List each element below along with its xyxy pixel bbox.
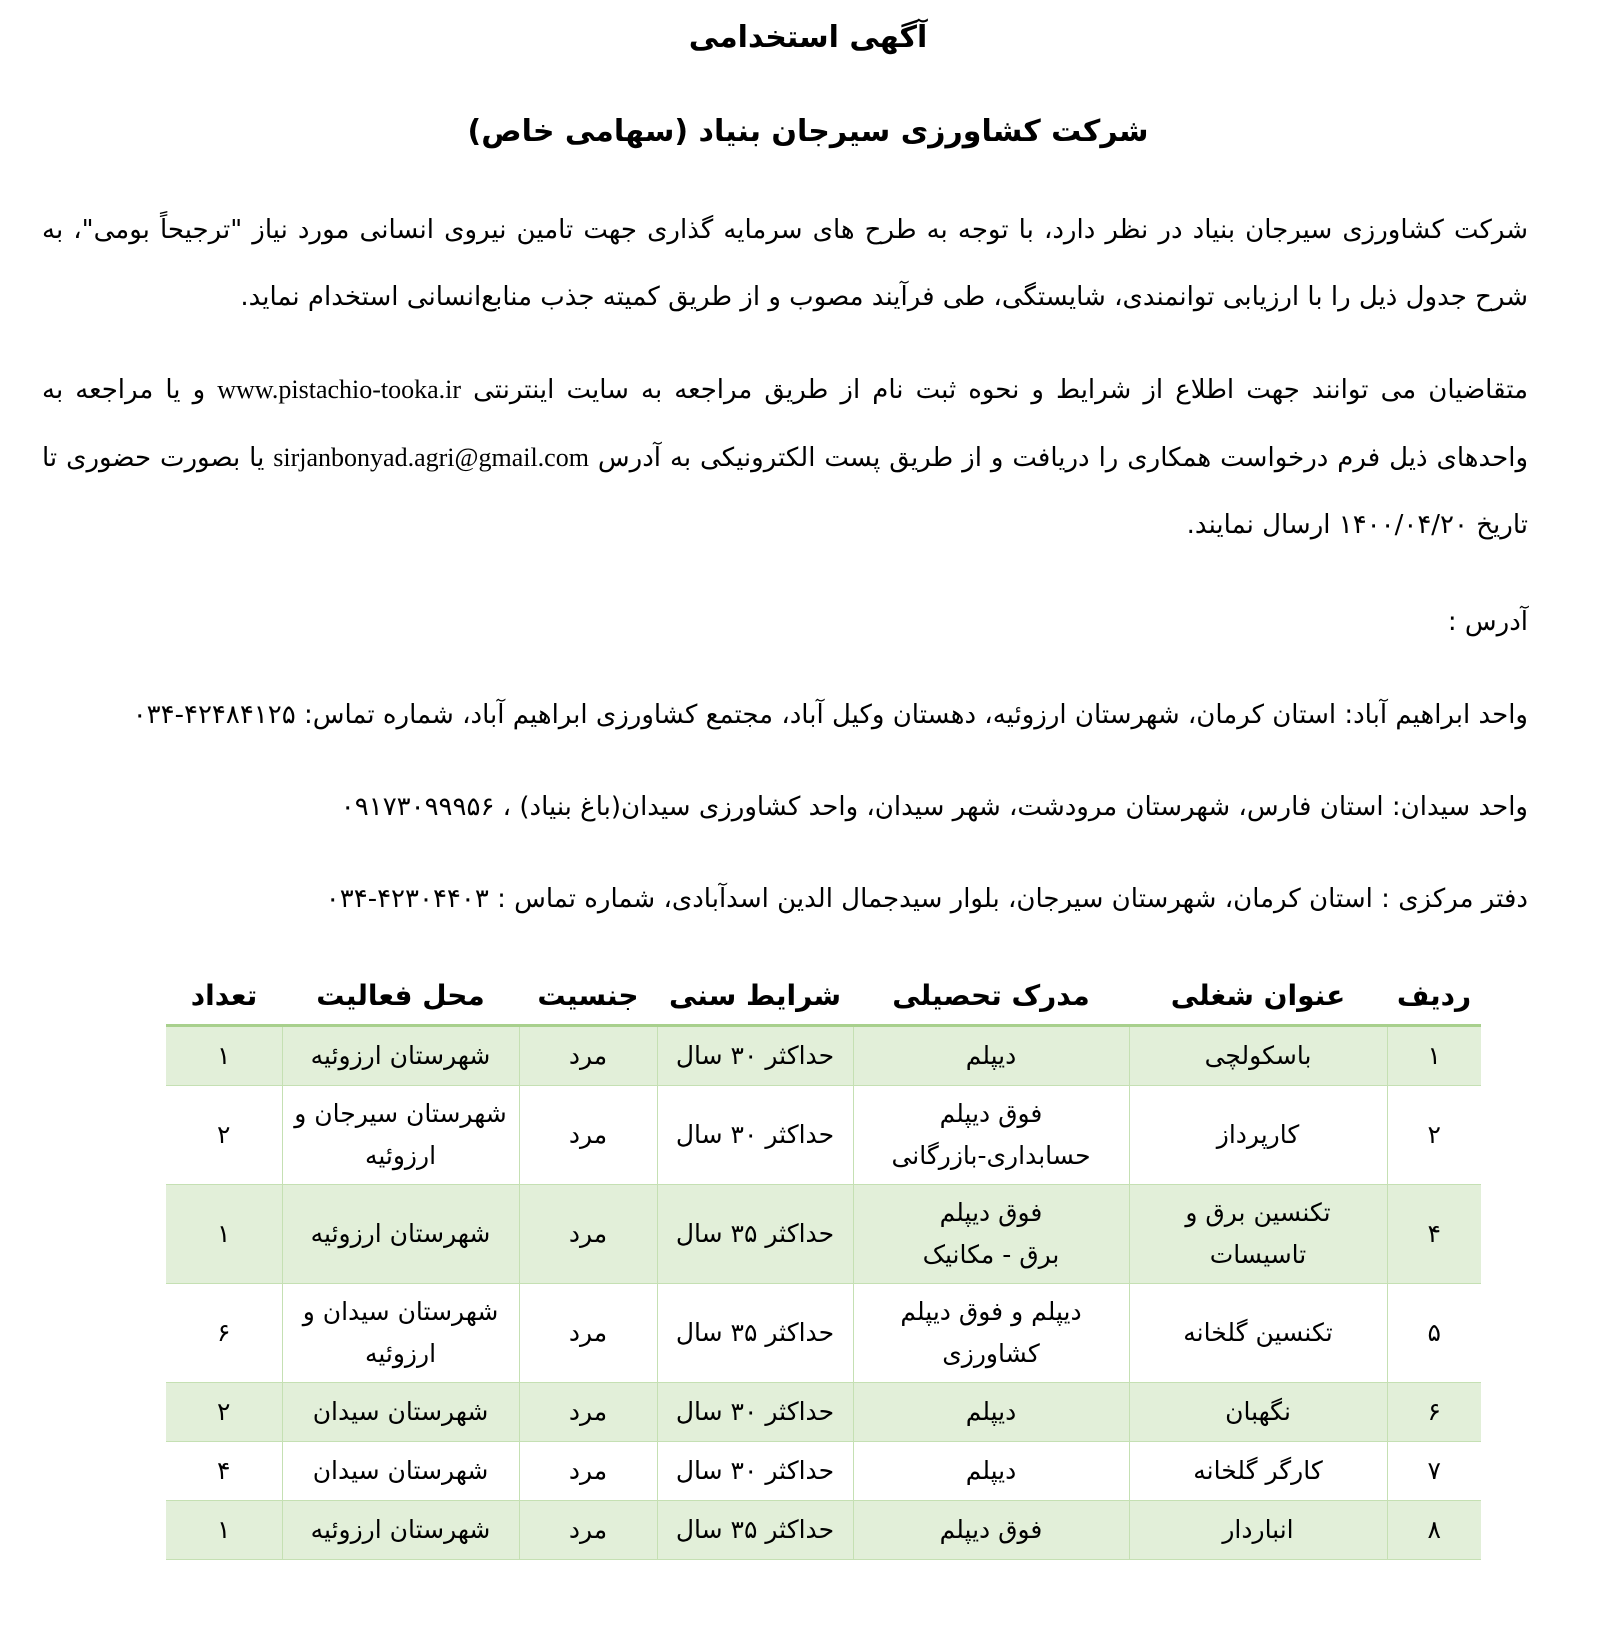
- email-link[interactable]: sirjanbonyad.agri@gmail.com: [273, 443, 589, 472]
- cell-gender: مرد: [519, 1086, 657, 1185]
- address-label: آدرس :: [1447, 607, 1528, 637]
- cell-job-title: کارپرداز: [1129, 1086, 1387, 1185]
- intro-paragraph: شرکت کشاورزی سیرجان بنیاد در نظر دارد، با توجه به طرح های سرمایه گذاری جهت تامین نیروی انسانی مورد نیاز "ترجیحاً بومی"، به شرح جدول ذیل را با ارزیابی توانمندی، شایستگی، طی فرآیند مصوب و از طریق کمیته جذب منابع‌انسانی استخدام نماید.: [42, 215, 1528, 312]
- cell-education: فوق دیپلم: [853, 1501, 1129, 1560]
- cell-gender: مرد: [519, 1501, 657, 1560]
- cell-count: ۶: [166, 1284, 282, 1383]
- cell-age-conditions: حداکثر ۳۰ سال: [657, 1442, 853, 1501]
- cell-count: ۱: [166, 1026, 282, 1086]
- cell-row-number: ۵: [1387, 1284, 1481, 1383]
- header-row-number: ردیف: [1387, 966, 1481, 1026]
- cell-job-title: نگهبان: [1129, 1383, 1387, 1442]
- cell-education: دیپلم: [853, 1383, 1129, 1442]
- cell-job-title: تکنسین برق و تاسیسات: [1129, 1185, 1387, 1284]
- advertisement-title: آگهی استخدامی: [688, 20, 928, 55]
- cell-count: ۱: [166, 1185, 282, 1284]
- cell-gender: مرد: [519, 1284, 657, 1383]
- cell-age-conditions: حداکثر ۳۵ سال: [657, 1284, 853, 1383]
- address-ebrahimabad: واحد ابراهیم آباد: استان کرمان، شهرستان ارزوئیه، دهستان وکیل آباد، مجتمع کشاورزی ابراهیم آباد، شماره تماس: ۴۲۴۸۴۱۲۵-۰۳۴: [132, 700, 1528, 730]
- header-education: مدرک تحصیلی: [853, 966, 1129, 1026]
- header-count: تعداد: [166, 966, 282, 1026]
- cell-row-number: ۸: [1387, 1501, 1481, 1560]
- cell-age-conditions: حداکثر ۳۰ سال: [657, 1086, 853, 1185]
- instructions-paragraph: [42, 356, 1528, 559]
- cell-education: دیپلم و فوق دیپلم کشاورزی: [853, 1284, 1129, 1383]
- instructions-part-3: یا بصورت حضوری تا تاریخ ۱۴۰۰/۰۴/۲۰ ارسال نمایند.: [42, 443, 1528, 540]
- cell-count: ۲: [166, 1383, 282, 1442]
- table-header-row: [166, 966, 1481, 1026]
- cell-row-number: ۱: [1387, 1026, 1481, 1086]
- cell-age-conditions: حداکثر ۳۰ سال: [657, 1383, 853, 1442]
- cell-education: دیپلم: [853, 1026, 1129, 1086]
- cell-work-location: شهرستان سیدان و ارزوئیه: [282, 1284, 519, 1383]
- instructions-part-2: و یا مراجعه به واحدهای ذیل فرم درخواست همکاری را دریافت و از طریق پست الکترونیکی به آدرس: [42, 375, 1529, 473]
- cell-count: ۲: [166, 1086, 282, 1185]
- table-row: [166, 1383, 1481, 1442]
- cell-count: ۱: [166, 1501, 282, 1560]
- cell-work-location: شهرستان سیدان: [282, 1383, 519, 1442]
- table-row: [166, 1284, 1481, 1383]
- cell-work-location: شهرستان ارزوئیه: [282, 1026, 519, 1086]
- address-seydan: واحد سیدان: استان فارس، شهرستان مرودشت، شهر سیدان، واحد کشاورزی سیدان(باغ بنیاد) ، ۰۹۱۷۳۰۹۹۹۵۶: [340, 792, 1528, 822]
- cell-job-title: کارگر گلخانه: [1129, 1442, 1387, 1501]
- cell-education: دیپلم: [853, 1442, 1129, 1501]
- cell-gender: مرد: [519, 1442, 657, 1501]
- cell-gender: مرد: [519, 1185, 657, 1284]
- table-row: [166, 1442, 1481, 1501]
- cell-education: فوق دیپلم حسابداری-بازرگانی: [853, 1086, 1129, 1185]
- cell-age-conditions: حداکثر ۳۵ سال: [657, 1185, 853, 1284]
- table-row: [166, 1086, 1481, 1185]
- cell-count: ۴: [166, 1442, 282, 1501]
- cell-work-location: شهرستان سیرجان و ارزوئیه: [282, 1086, 519, 1185]
- cell-row-number: ۴: [1387, 1185, 1481, 1284]
- cell-age-conditions: حداکثر ۳۰ سال: [657, 1026, 853, 1086]
- cell-job-title: انباردار: [1129, 1501, 1387, 1560]
- cell-job-title: تکنسین گلخانه: [1129, 1284, 1387, 1383]
- header-gender: جنسیت: [519, 966, 657, 1026]
- cell-row-number: ۲: [1387, 1086, 1481, 1185]
- website-link[interactable]: www.pistachio-tooka.ir: [217, 375, 462, 404]
- cell-work-location: شهرستان سیدان: [282, 1442, 519, 1501]
- header-age-conditions: شرایط سنی: [657, 966, 853, 1026]
- table-row: [166, 1026, 1481, 1086]
- cell-row-number: ۷: [1387, 1442, 1481, 1501]
- cell-age-conditions: حداکثر ۳۵ سال: [657, 1501, 853, 1560]
- cell-work-location: شهرستان ارزوئیه: [282, 1185, 519, 1284]
- cell-job-title: باسکولچی: [1129, 1026, 1387, 1086]
- address-head-office: دفتر مرکزی : استان کرمان، شهرستان سیرجان، بلوار سیدجمال الدین اسدآبادی، شماره تماس : ۴۲۳۰۴۴۰۳-۰۳۴: [325, 884, 1528, 914]
- instructions-part-1: متقاضیان می توانند جهت اطلاع از شرایط و نحوه ثبت نام از طریق مراجعه به سایت اینترنتی: [473, 375, 1529, 405]
- header-job-title: عنوان شغلی: [1129, 966, 1387, 1026]
- company-title: شرکت کشاورزی سیرجان بنیاد (سهامی خاص): [467, 114, 1149, 149]
- job-positions-table: [166, 966, 1481, 1560]
- table-row: [166, 1501, 1481, 1560]
- cell-gender: مرد: [519, 1383, 657, 1442]
- table-row: [166, 1185, 1481, 1284]
- cell-education: فوق دیپلم برق - مکانیک: [853, 1185, 1129, 1284]
- cell-row-number: ۶: [1387, 1383, 1481, 1442]
- cell-gender: مرد: [519, 1026, 657, 1086]
- header-work-location: محل فعالیت: [282, 966, 519, 1026]
- cell-work-location: شهرستان ارزوئیه: [282, 1501, 519, 1560]
